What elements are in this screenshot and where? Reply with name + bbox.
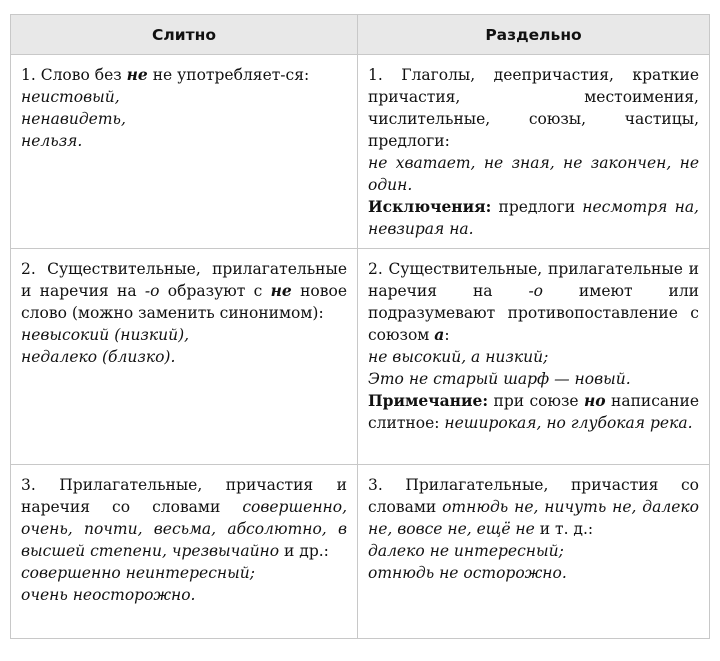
example-line: Это не старый шарф — новый. [368,370,631,388]
example-line: очень неосторожно. [21,586,196,604]
cell-together-2 [11,249,358,465]
rule-text: и др.: [279,542,329,560]
particle-ne: не [126,65,148,84]
example-line: ненавидеть, [21,110,126,128]
particle-ne: не [270,281,292,300]
rule-text: образуют с [159,282,271,300]
rule-text: 2. Существительные, прилагательные и наречия на [21,260,347,300]
table-row [11,55,710,249]
rule-text: имеют или подразумевают противопоставление с союзом [368,282,699,344]
example-line: нельзя. [21,132,83,150]
exceptions-label: Исключения: [368,197,492,216]
cell-separately-2 [358,249,710,465]
cell-together-3 [11,465,358,639]
header-separately: Раздельно [358,15,710,55]
rule-text: и т. д.: [534,520,594,538]
example-line: отнюдь не осторожно. [368,564,567,582]
cell-separately-1 [358,55,710,249]
rule-text: 3. Прилагательные, причастия и наречия со словами [21,476,347,516]
table-row [11,465,710,639]
adverb-list: совершенно, очень, почти, весьма, абсолютно, в высшей степени, чрезвычайно [21,498,347,560]
example-line: неистовый, [21,88,120,106]
note-label: Примечание: [368,391,489,410]
rule-text: при союзе [488,392,584,410]
rule-text: написание слитное: [368,392,699,432]
table-row [11,249,710,465]
example-text: неширокая, но глубокая река. [444,414,693,432]
rule-text: : [444,326,450,344]
rule-text: не употребляет-ся: [147,66,310,84]
conjunction-no: но [583,391,606,410]
conjunction-a: а [434,325,445,344]
header-together: Слитно [11,15,358,55]
cell-together-1 [11,55,358,249]
note-line [368,390,699,434]
header-row [11,15,710,55]
rule-text: 1. Глаголы, деепричастия, краткие причастия, местоимения, числительные, союзы, частицы, предлоги: [368,66,699,150]
example-line: далеко не интересный; [368,542,564,560]
example-line: не хватает, не зная, не закончен, не один. [368,154,699,194]
rule-table-page [10,14,709,645]
suffix-o: -о [528,282,544,300]
rule-text: новое слово (можно заменить синонимом): [21,282,347,322]
example-text: несмотря на, невзирая на. [368,198,699,238]
rule-text: 2. Существительные, прилагательные и наречия на [368,260,699,300]
rule-text: 1. Слово без [21,66,127,84]
rule-text: предлоги [491,198,583,216]
example-line: невысокий (низкий), [21,326,190,344]
cell-separately-3 [358,465,710,639]
exceptions-line [368,196,699,240]
rule-text: 3. Прилагательные, причастия со словами [368,476,699,516]
spelling-rules-table [10,14,710,639]
example-line: совершенно неинтересный; [21,564,255,582]
suffix-o: -о [144,282,160,300]
word-list: отнюдь не, ничуть не, далеко не, вовсе не, ещё не [368,498,700,538]
example-line: не высокий, а низкий; [368,348,549,366]
example-line: недалеко (близко). [21,348,176,366]
